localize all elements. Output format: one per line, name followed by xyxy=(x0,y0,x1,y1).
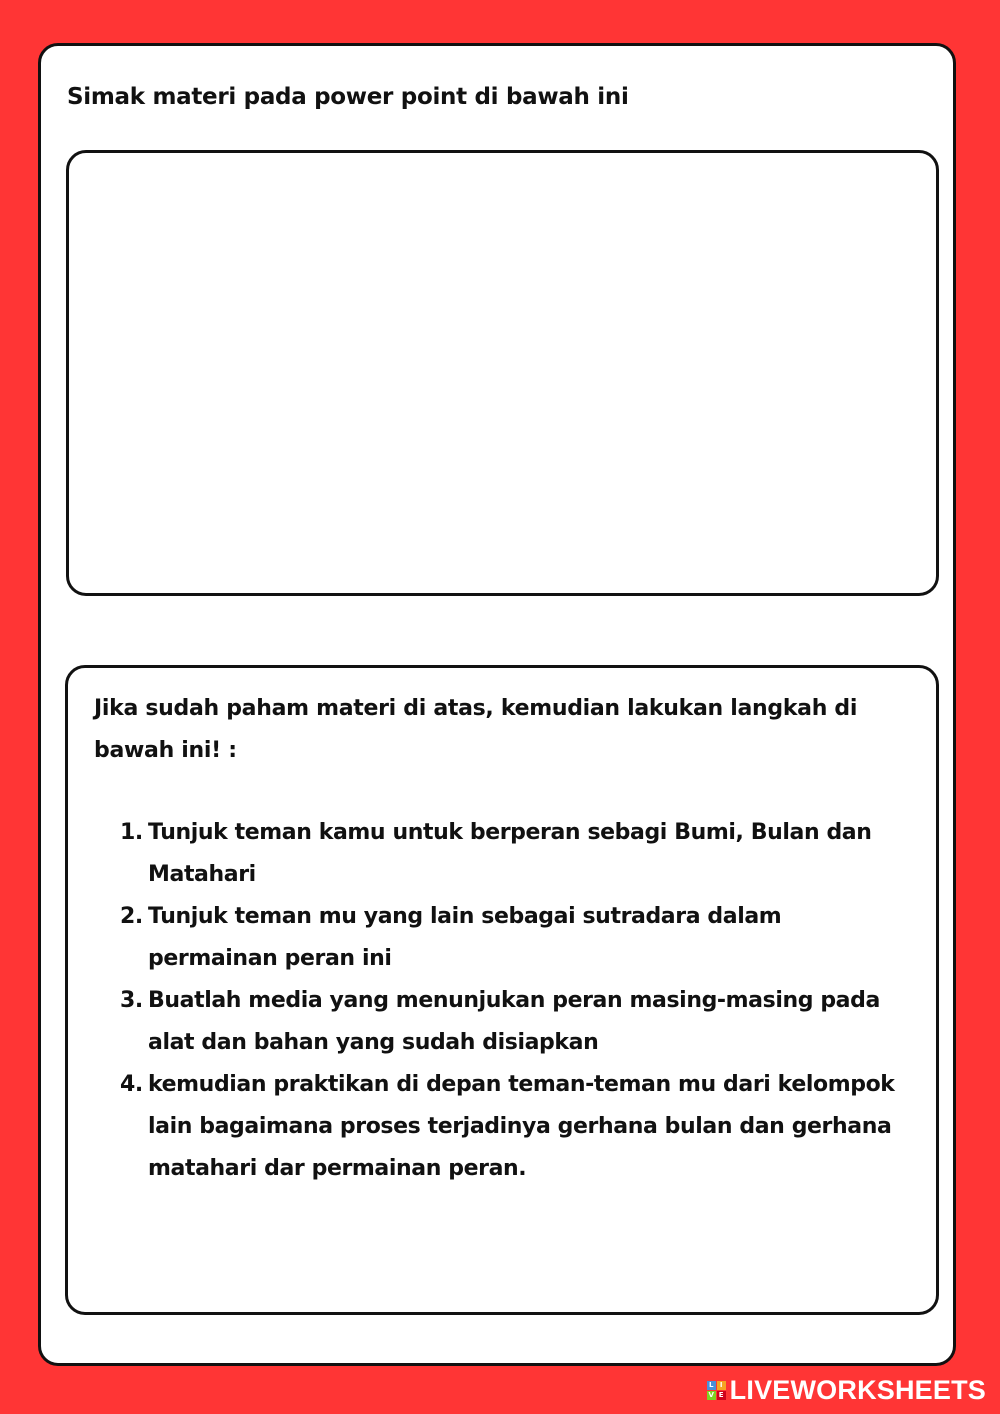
powerpoint-embed-area[interactable] xyxy=(66,150,939,596)
step-number: 4. xyxy=(120,1072,143,1097)
step-number: 1. xyxy=(120,820,143,845)
step-text: Tunjuk teman mu yang lain sebagai sutradara dalam permainan peran ini xyxy=(148,904,782,971)
logo-letter-i: I xyxy=(717,1381,726,1390)
step-text: Tunjuk teman kamu untuk berperan sebagi Bumi, Bulan dan Matahari xyxy=(148,820,872,887)
step-item-2 xyxy=(120,896,910,980)
step-number: 3. xyxy=(120,988,143,1013)
logo-letter-v: V xyxy=(708,1391,714,1399)
steps-list xyxy=(120,812,910,1190)
instructions-panel xyxy=(65,665,939,1315)
worksheet-card xyxy=(38,43,956,1366)
logo-letter-l: L xyxy=(707,1381,716,1390)
instructions-intro: Jika sudah paham materi di atas, kemudian lakukan langkah di bawah ini! : xyxy=(94,696,858,763)
step-item-3 xyxy=(120,980,910,1064)
step-number: 2. xyxy=(120,904,143,929)
step-item-4 xyxy=(120,1064,910,1190)
liveworksheets-logo[interactable] xyxy=(707,1375,986,1406)
liveworksheets-logo-icon xyxy=(707,1381,726,1400)
worksheet-heading: Simak materi pada power point di bawah ini xyxy=(67,84,629,110)
liveworksheets-logo-text: LIVEWORKSHEETS xyxy=(729,1375,986,1405)
step-text: Buatlah media yang menunjukan peran masing-masing pada alat dan bahan yang sudah disiapkan xyxy=(148,988,880,1055)
step-item-1 xyxy=(120,812,910,896)
step-text: kemudian praktikan di depan teman-teman mu dari kelompok lain bagaimana proses terjadinya gerhana bulan dan gerhana matahari dar permainan peran. xyxy=(148,1072,895,1181)
logo-letter-e: E xyxy=(717,1391,726,1400)
